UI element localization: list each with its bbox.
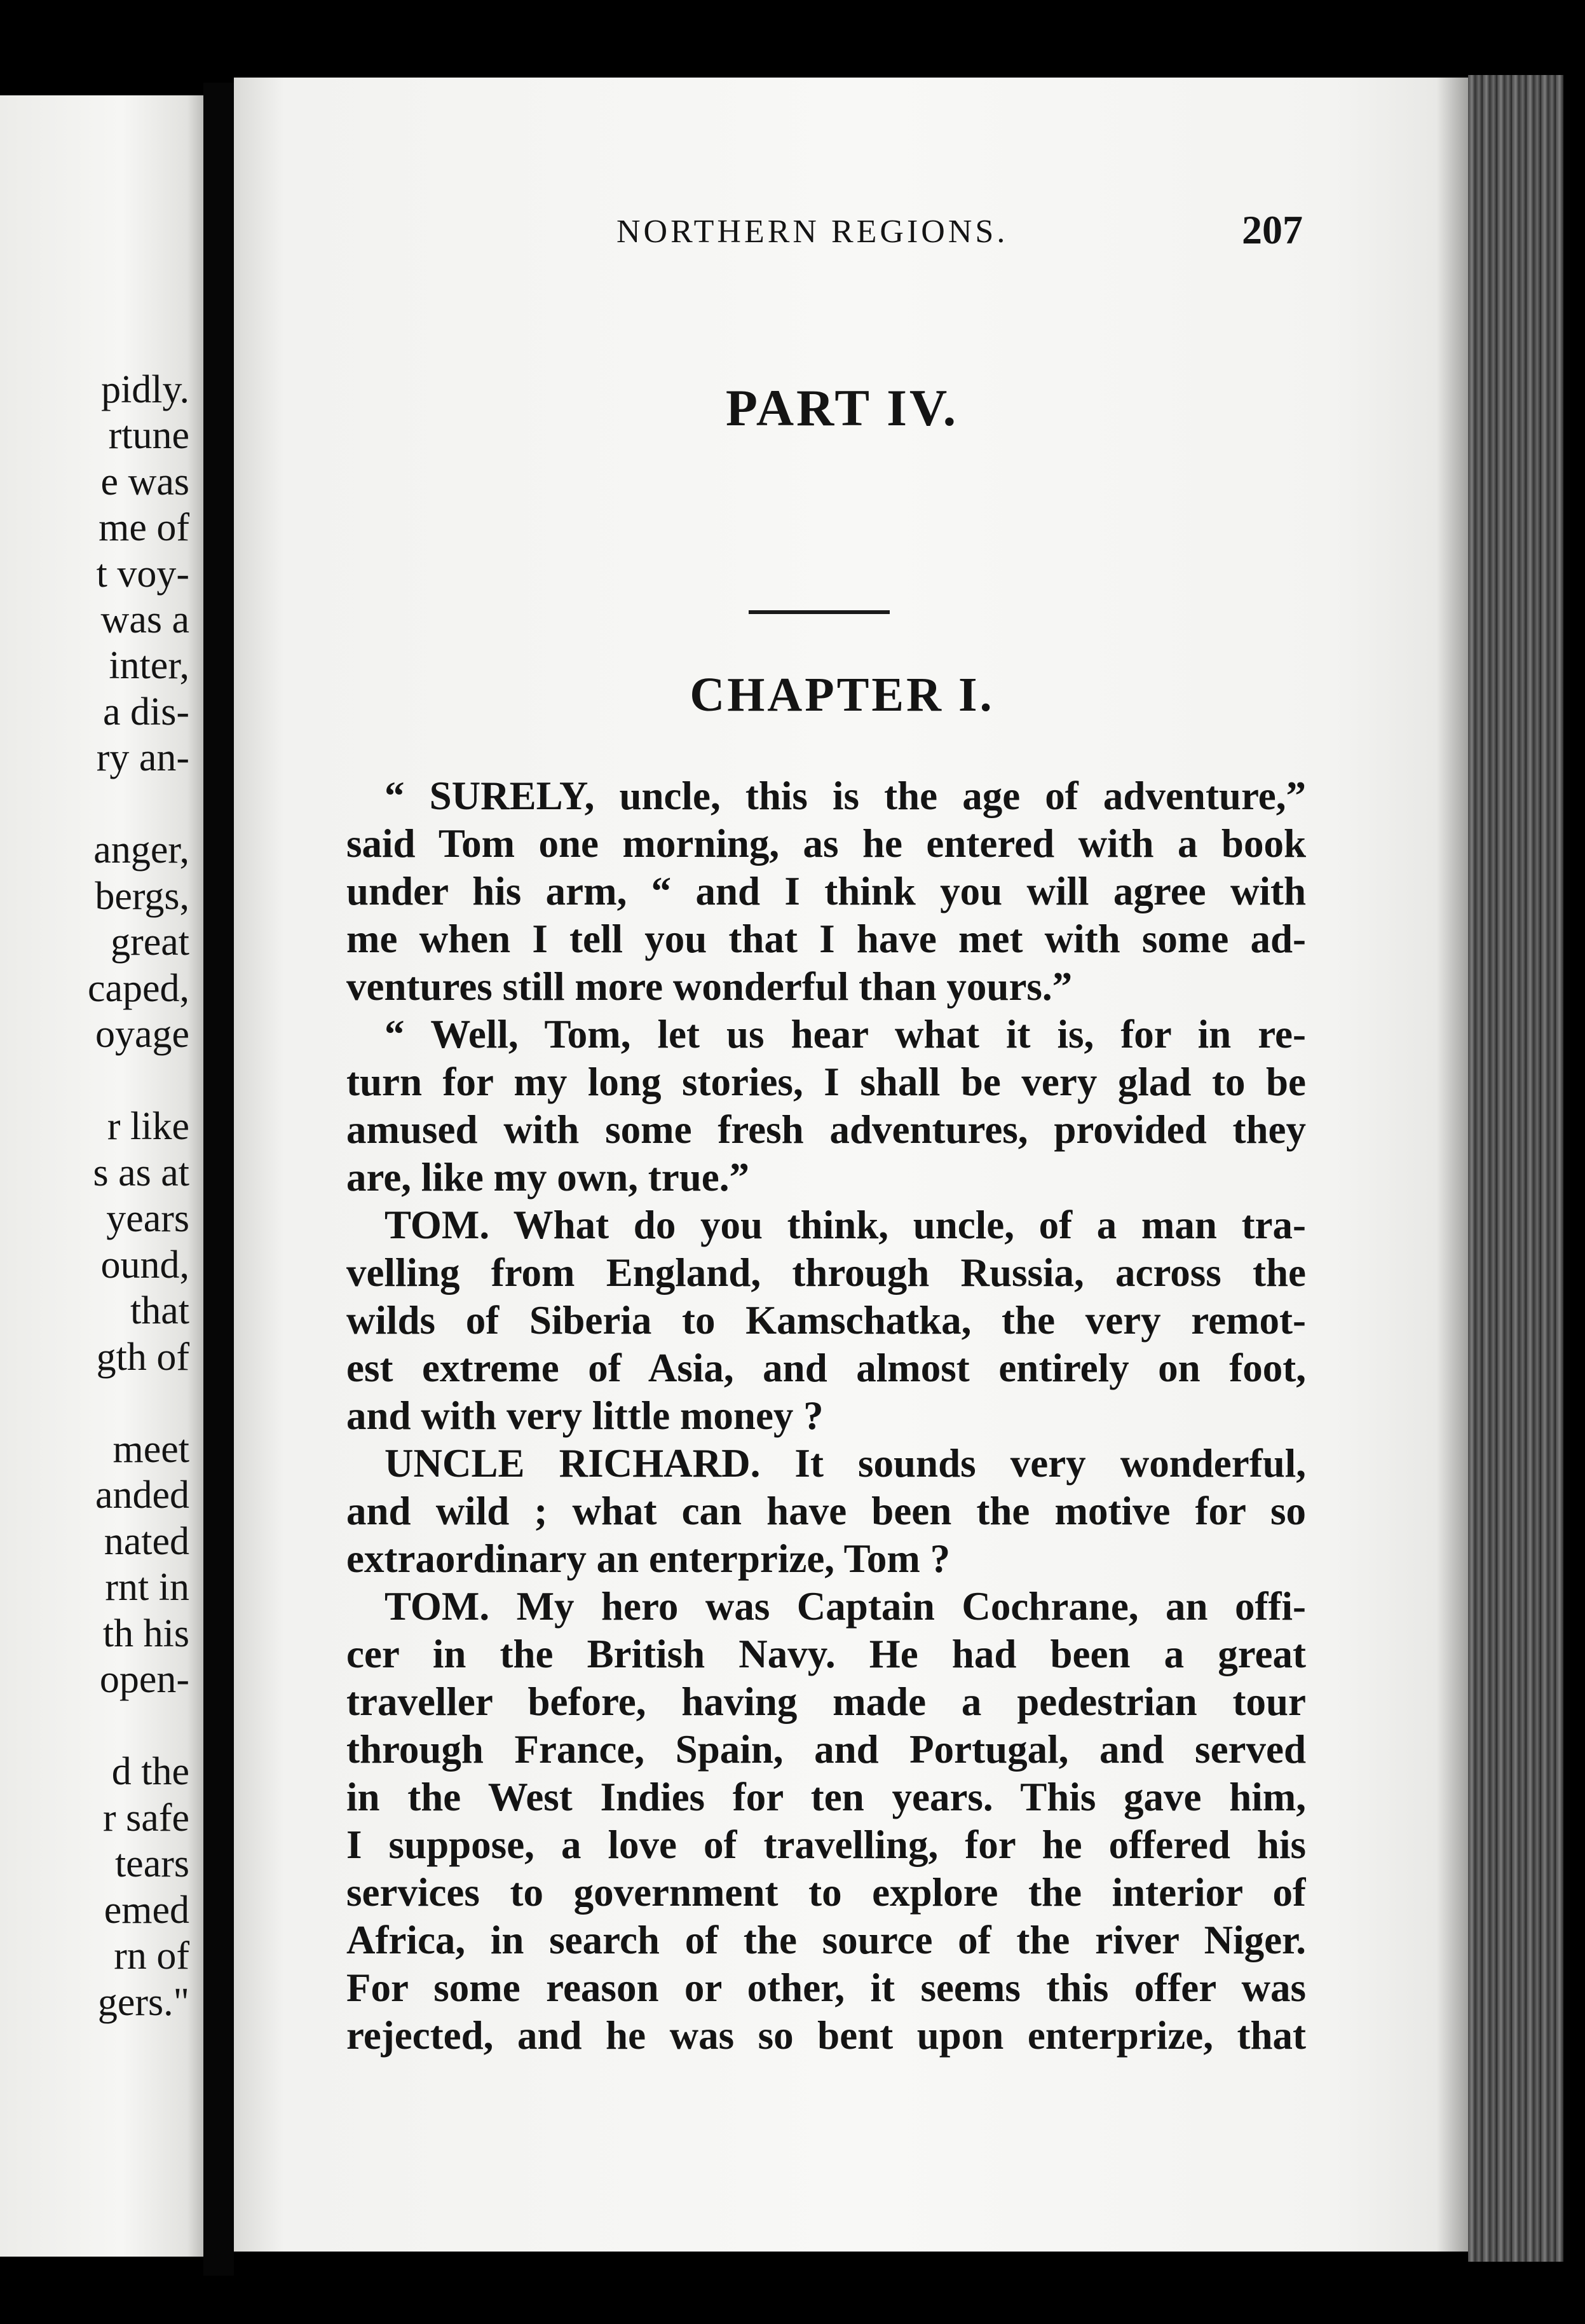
left-page-line: nated [104,1520,189,1563]
left-page-line: gth of [96,1336,189,1379]
text-line: est extreme of Asia, and almost entirely on foot, [346,1346,1306,1390]
left-page-line: a dis- [102,690,189,734]
text-line: are, like my own, true.” [346,1155,749,1200]
text-line: turn for my long stories, I shall be very glad to be [346,1060,1306,1104]
page-number: 207 [1242,207,1303,252]
left-page-line: meet [112,1428,189,1471]
left-page-line: d the [111,1750,189,1793]
left-page-line: anded [95,1473,189,1517]
text-line: velling from England, through Russia, across the [346,1250,1306,1295]
text-line: wilds of Siberia to Kamschatka, the very remot- [346,1298,1306,1343]
text-line: For some reason or other, it seems this offer was [346,1965,1306,2010]
heading-divider-rule [749,610,890,614]
left-page-line: rnt in [105,1566,189,1609]
left-page-line: t voy- [96,552,189,596]
left-page-line: was a [100,598,189,641]
text-line: amused with some fresh adventures, provided they [346,1107,1306,1152]
body-text [346,772,1306,2060]
text-line: through France, Spain, and Portugal, and served [346,1727,1306,1772]
left-page-line: emed [104,1889,189,1932]
left-page-line: oyage [95,1013,189,1056]
part-heading: PART IV. [725,379,959,437]
text-line: and with very little money ? [346,1393,824,1438]
text-line: Africa, in search of the source of the river Niger. [346,1918,1306,1962]
left-page-line: th his [102,1612,189,1655]
text-line: TOM. What do you think, uncle, of a man tra- [384,1203,1306,1247]
text-line: traveller before, having made a pedestrian tour [346,1679,1306,1724]
left-page-line: r like [107,1105,189,1148]
text-line: “ SURELY, uncle, this is the age of adventure,” [384,774,1306,818]
text-line: UNCLE RICHARD. It sounds very wonderful, [384,1441,1306,1486]
left-page-line: great [111,920,189,964]
left-page-line: tears [114,1842,189,1885]
text-line: extraordinary an enterprize, Tom ? [346,1536,951,1581]
running-title: NORTHERN REGIONS. [616,214,1009,250]
text-line: “ Well, Tom, let us hear what it is, for in re- [384,1012,1306,1056]
chapter-heading: CHAPTER I. [690,668,995,721]
left-page-line: pidly. [101,368,189,411]
book-page-edges [1468,75,1563,2262]
text-line: services to government to explore the interior of [346,1870,1306,1915]
text-line: said Tom one morning, as he entered with a book [346,821,1306,866]
left-page-line: ry an- [96,736,189,779]
text-line: cer in the British Navy. He had been a great [346,1632,1306,1676]
text-line: me when I tell you that I have met with some ad- [346,917,1306,961]
left-page-line: that [130,1289,189,1332]
left-page-line: rn of [114,1934,189,1978]
left-page-line: e was [100,460,189,503]
left-page-line: caped, [87,967,189,1010]
text-line: and wild ; what can have been the motive for so [346,1489,1306,1533]
running-head [381,207,1303,264]
left-page-line: rtune [108,414,189,457]
left-page-line: open- [99,1658,189,1701]
left-page-line: s as at [93,1151,189,1194]
book-gutter [203,83,234,2276]
text-line: TOM. My hero was Captain Cochrane, an offi- [384,1584,1306,1629]
left-page-line: bergs, [95,875,189,918]
left-page-line: inter, [109,644,189,687]
left-page-line: anger, [93,828,189,871]
text-line: under his arm, “ and I think you will agree with [346,869,1306,913]
text-line: in the West Indies for ten years. This gave him, [346,1775,1306,1819]
left-page-line: gers." [97,1981,189,2024]
left-page-fragment [0,95,203,2257]
left-page-line: ound, [100,1243,189,1287]
text-line: ventures still more wonderful than yours.” [346,964,1073,1009]
text-line: I suppose, a love of travelling, for he offered his [346,1822,1306,1867]
left-page-line: r safe [103,1796,189,1840]
text-line: rejected, and he was so bent upon enterprize, that [346,2013,1306,2058]
left-page-line: years [106,1197,189,1240]
left-page-line: me of [99,506,189,549]
